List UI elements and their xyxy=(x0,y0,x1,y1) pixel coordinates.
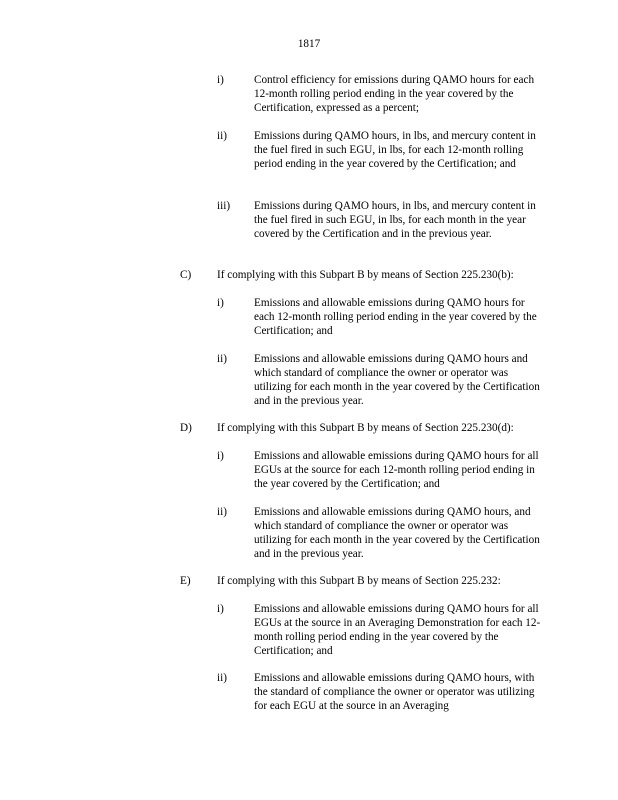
section-d-heading xyxy=(180,421,560,435)
page-number: 1817 xyxy=(297,38,321,50)
section-e-heading xyxy=(180,574,560,588)
list-item-text: Emissions and allowable emissions during QAMO hours for each 12-month rolling period ending in the year covered by the Certification; and xyxy=(254,297,537,337)
list-item-text: Emissions during QAMO hours, in lbs, and mercury content in the fuel fired in such EGU, in lbs, for each 12-month rolling period ending in the year covered by the Certification; and xyxy=(254,130,536,170)
list-item-text: Emissions and allowable emissions during QAMO hours and which standard of compliance the owner or operator was utilizing for each month in the year covered by the Certification and in the previous year. xyxy=(254,353,540,407)
list-item-marker: i) xyxy=(217,74,224,86)
list-item-text: Emissions and allowable emissions during QAMO hours, and which standard of compliance the owner or operator was utilizing for each month in the year covered by the Certification and in the previous year. xyxy=(254,506,540,560)
list-item-text: Control efficiency for emissions during QAMO hours for each 12-month rolling period ending in the year covered by the Certification, expressed as a percent; xyxy=(254,74,535,114)
section-heading-text: If complying with this Subpart B by means of Section 225.230(b): xyxy=(217,269,514,281)
section-marker: D) xyxy=(180,422,192,434)
list-item-marker: ii) xyxy=(217,130,227,142)
section-marker: E) xyxy=(180,575,191,587)
list-item-c-ii xyxy=(217,352,547,408)
list-item-d-ii xyxy=(217,505,547,561)
section-heading-text: If complying with this Subpart B by means of Section 225.232: xyxy=(217,575,501,587)
section-c-heading xyxy=(180,268,560,282)
list-item-text: Emissions during QAMO hours, in lbs, and mercury content in the fuel fired in such EGU, in lbs, for each month in the year covered by the Certification and in the previous year. xyxy=(254,200,536,240)
list-item-b-ii xyxy=(217,129,547,171)
list-item-e-ii xyxy=(217,671,547,713)
list-item-marker: iii) xyxy=(217,200,231,212)
list-item-text: Emissions and allowable emissions during QAMO hours, with the standard of compliance the owner or operator was utilizing for each EGU at the source in an Averaging xyxy=(254,672,535,712)
list-item-d-i xyxy=(217,449,547,491)
list-item-b-i xyxy=(217,73,547,115)
list-item-marker: i) xyxy=(217,603,224,615)
list-item-b-iii xyxy=(217,199,547,241)
section-heading-text: If complying with this Subpart B by means of Section 225.230(d): xyxy=(217,422,514,434)
list-item-text: Emissions and allowable emissions during QAMO hours for all EGUs at the source for each 12-month rolling period ending in the year covered by the Certification; and xyxy=(254,450,539,490)
list-item-marker: i) xyxy=(217,450,224,462)
list-item-marker: ii) xyxy=(217,506,227,518)
list-item-c-i xyxy=(217,296,547,338)
list-item-marker: i) xyxy=(217,297,224,309)
list-item-marker: ii) xyxy=(217,353,227,365)
list-item-e-i xyxy=(217,602,547,658)
list-item-marker: ii) xyxy=(217,672,227,684)
section-marker: C) xyxy=(180,269,192,281)
list-item-text: Emissions and allowable emissions during QAMO hours for all EGUs at the source in an Averaging Demonstration for each 12-month rolling period ending in the year covered by the Certification; and xyxy=(254,603,541,657)
